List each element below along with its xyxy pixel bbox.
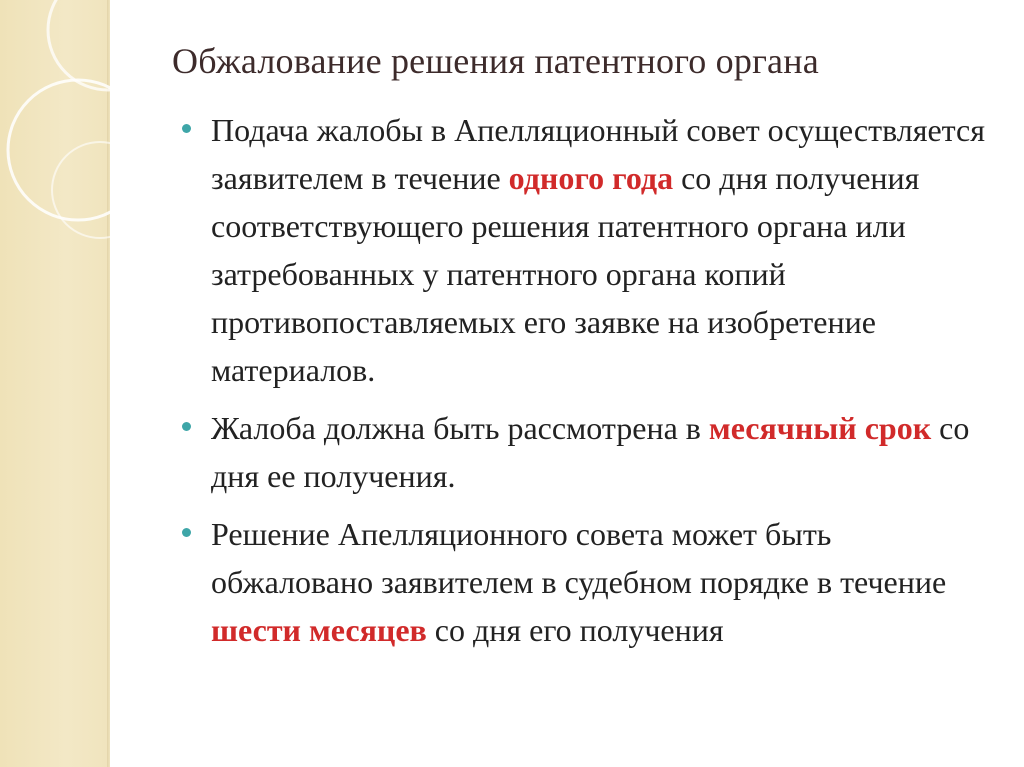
bullet-dot-icon: [182, 124, 191, 133]
highlighted-term: шести месяцев: [211, 612, 427, 648]
bullet-item-3: [182, 510, 992, 654]
bullet-list: [182, 106, 992, 664]
bullet-text-segment: со дня его получения: [426, 612, 724, 648]
bullet-dot-icon: [182, 422, 191, 431]
bullet-text-segment: Жалоба должна быть рассмотрена в: [211, 410, 709, 446]
highlighted-term: месячный срок: [708, 410, 932, 446]
bullet-text-segment: Решение Апелляционного совета может быть обжаловано заявителем в судебном порядке в течение: [211, 516, 947, 600]
slide-title: Обжалование решения патентного органа: [172, 41, 819, 81]
bullet-dot-icon: [182, 528, 191, 537]
bullet-text-segment: со дня ее получения.: [211, 410, 970, 494]
bullet-item-2: [182, 404, 992, 500]
bullet-text: [211, 510, 992, 654]
bullet-text: [211, 106, 992, 394]
bullet-item-1: [182, 106, 992, 394]
bullet-text-segment: со дня получения соответствующего решения патентного органа или затребованных у патентного органа копий противопоставляемых его заявке на изобретение материалов.: [211, 160, 920, 388]
bullet-text: [211, 404, 992, 500]
side-decoration-band: [0, 0, 110, 767]
highlighted-term: одного года: [508, 160, 674, 196]
bullet-text-segment: Подача жалобы в Апелляционный совет осуществляется заявителем в течение: [211, 112, 985, 196]
